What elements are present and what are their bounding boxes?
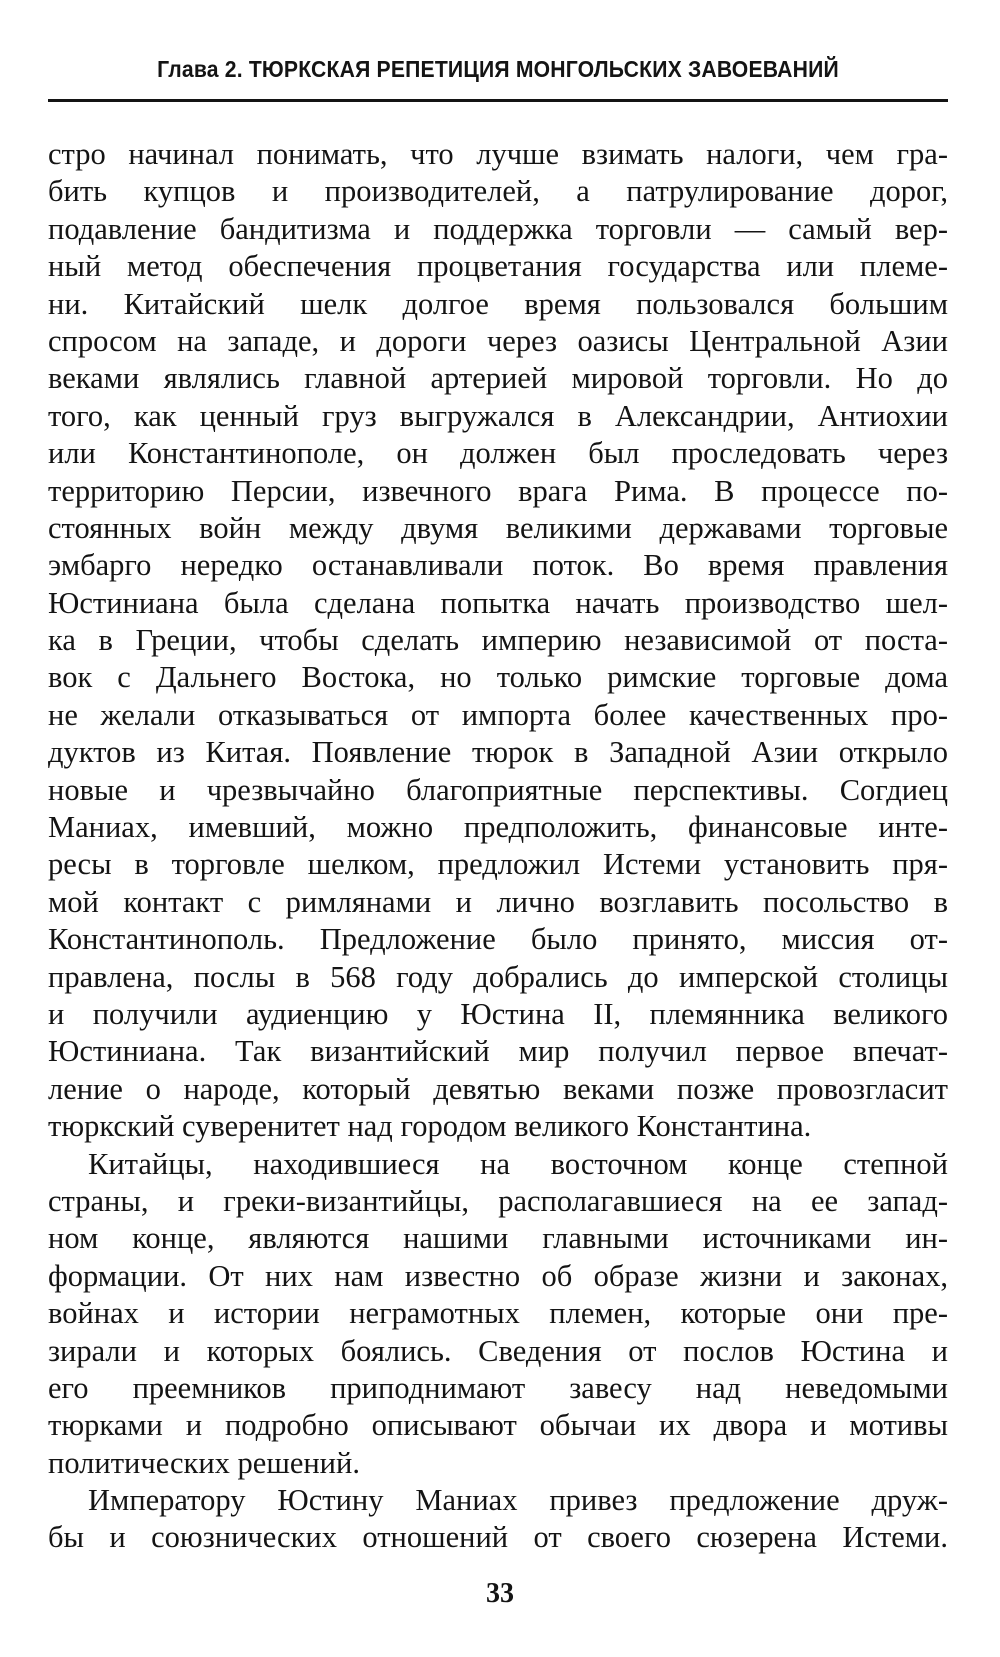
text-line: войнах и истории неграмотных племен, которые они пре-: [48, 1296, 948, 1331]
text-line: ление о народе, который девятью веками позже провозгласит: [48, 1071, 948, 1106]
text-line: зирали и которых боялись. Сведения от послов Юстина и: [48, 1333, 948, 1368]
text-line: стоянных войн между двумя великими державами торговые: [48, 510, 948, 545]
body-text: [48, 136, 948, 1557]
text-line: его преемников приподнимают завесу над неведомыми: [48, 1370, 948, 1405]
text-line: ный метод обеспечения процветания государства или племе-: [48, 249, 948, 284]
text-line: территорию Персии, извечного врага Рима. В процессе по-: [48, 473, 948, 508]
text-line: ни. Китайский шелк долгое время пользовался большим: [48, 286, 948, 321]
paragraph-1: [48, 136, 948, 1146]
text-line: Китайцы, находившиеся на восточном конце степной: [88, 1146, 948, 1181]
paragraph-2: [48, 1146, 948, 1483]
paragraph-3: [48, 1482, 948, 1557]
text-line: ном конце, являются нашими главными источниками ин-: [48, 1221, 948, 1256]
text-line: или Константинополе, он должен был проследовать через: [48, 436, 948, 471]
text-line: эмбарго нередко останавливали поток. Во время правления: [48, 548, 948, 583]
text-line: бы и союзнических отношений от своего сюзерена Истеми.: [48, 1520, 948, 1555]
text-line: политических решений.: [48, 1445, 360, 1480]
text-line: вок с Дальнего Востока, но только римские торговые дома: [48, 660, 948, 695]
text-line: бить купцов и производителей, а патрулирование дорог,: [48, 174, 948, 209]
text-line: ресы в торговле шелком, предложил Истеми установить пря-: [48, 847, 948, 882]
text-line: Константинополь. Предложение было принято, миссия от-: [48, 922, 948, 957]
header-rule: [48, 99, 948, 102]
page-number: 33: [486, 1578, 514, 1609]
text-line: новые и чрезвычайно благоприятные перспективы. Согдиец: [48, 772, 948, 807]
running-head: Глава 2. ТЮРКСКАЯ РЕПЕТИЦИЯ МОНГОЛЬСКИХ ЗАВОЕВАНИЙ: [157, 56, 839, 82]
text-line: подавление бандитизма и поддержка торговли — самый вер-: [48, 211, 948, 246]
text-line: веками являлись главной артерией мировой торговли. Но до: [48, 361, 948, 396]
text-line: спросом на западе, и дороги через оазисы Центральной Азии: [48, 323, 948, 358]
text-line: Императору Юстину Маниах привез предложение друж-: [88, 1483, 948, 1518]
text-line: ка в Греции, чтобы сделать империю независимой от поста-: [48, 623, 948, 658]
text-line: правлена, послы в 568 году добрались до имперской столицы: [48, 959, 948, 994]
text-line: того, как ценный груз выгружался в Александрии, Антиохии: [48, 398, 948, 433]
text-line: мой контакт с римлянами и лично возглавить посольство в: [48, 884, 948, 919]
text-line: не желали отказываться от импорта более качественных про-: [48, 697, 948, 732]
text-line: и получили аудиенцию у Юстина II, племянника великого: [48, 996, 948, 1031]
text-line: страны, и греки-византийцы, располагавшиеся на ее запад-: [48, 1183, 948, 1218]
text-line: тюрками и подробно описывают обычаи их двора и мотивы: [48, 1408, 948, 1443]
text-line: дуктов из Китая. Появление тюрок в Западной Азии открыло: [48, 735, 948, 770]
text-line: формации. От них нам известно об образе жизни и законах,: [48, 1258, 948, 1293]
text-line: стро начинал понимать, что лучше взимать налоги, чем гра-: [48, 137, 948, 171]
text-line: тюркский суверенитет над городом великого Константина.: [48, 1109, 812, 1144]
text-line: Юстиниана. Так византийский мир получил первое впечат-: [48, 1034, 948, 1069]
text-line: Маниах, имевший, можно предположить, финансовые инте-: [48, 810, 948, 845]
text-line: Юстиниана была сделана попытка начать производство шел-: [48, 585, 948, 620]
